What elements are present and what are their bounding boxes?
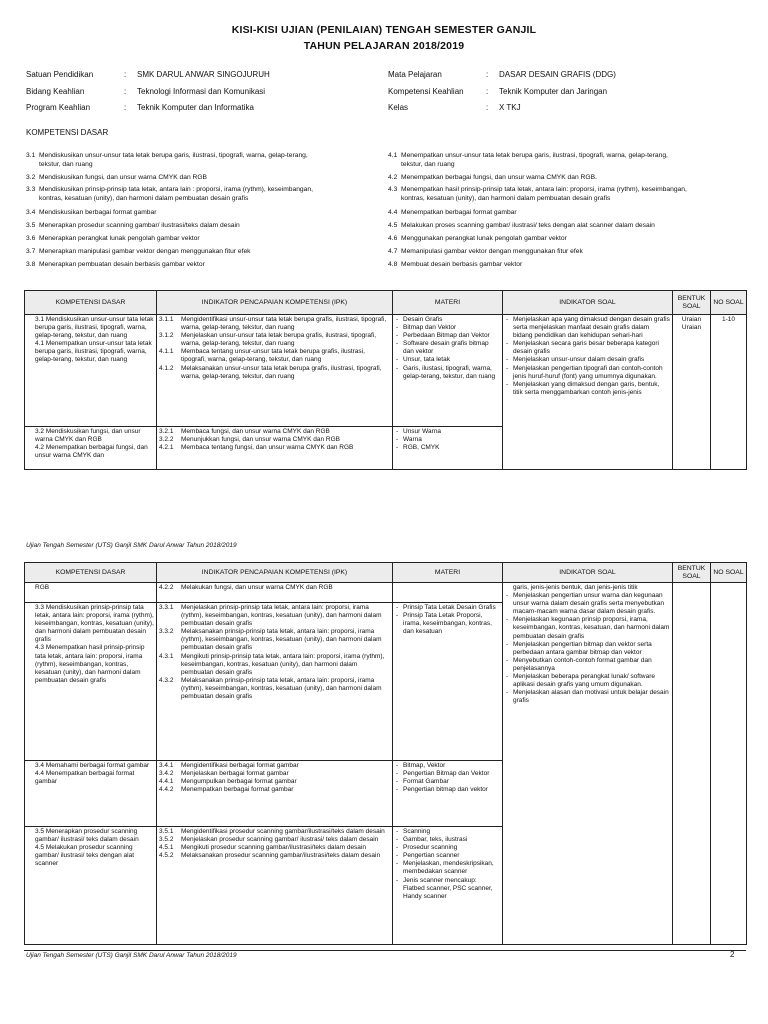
materi-item: - Pengertian Bitmap dan Vektor — [395, 770, 500, 778]
kd-cell — [25, 761, 157, 827]
header-indikator-soal: INDIKATOR SOAL — [503, 291, 673, 315]
kd-entry: 4.3 Menempatkan hasil prinsip-prinsip tata letak, antara lain: proporsi, irama (rythm), keseimbangan, kontras, kesatuan (unity), dan harmoni dalam pembuatan desain grafis — [35, 644, 145, 684]
ipk-entry: 3.5.1 Mengidentifikasi prosedur scanning gambar/ilustrasi/teks dalam desain — [159, 828, 385, 835]
bentuk-soal-value: Uraian — [681, 316, 702, 323]
materi-item: - Pengertian scanner — [395, 852, 500, 860]
no-soal-cell — [711, 315, 747, 470]
meta-value: X TKJ — [499, 103, 521, 112]
indikator-item: - Menjelaskan unsur-unsur dalam desain grafis — [505, 356, 670, 364]
kd-entry: 3.1 Mendiskusikan unsur-unsur tata letak berupa garis, ilustrasi, tipografi, warna, gelap-terang, tekstur, dan ruang — [35, 316, 154, 340]
meta-label: Kompetensi Keahlian — [388, 87, 464, 96]
ipk-entry: 3.4.1 Mengidentifikasi berbagai format gambar — [159, 762, 299, 769]
ipk-entry: 4.4.2 Menempatkan berbagai format gambar — [159, 786, 294, 794]
ipk-cell — [157, 583, 393, 603]
ipk-entry: 4.5.1 Mengikuti prosedur scanning gambar/ilustrasi/teks dalam desain — [159, 844, 366, 852]
kisi-table-1 — [24, 290, 747, 470]
materi-item: - Jenis scanner mencakup: Flatbed scanner, PSC scanner, Handy scanner — [395, 877, 500, 901]
ipk-entry: 3.2.1 Membaca fungsi, dan unsur warna CMYK dan RGB — [159, 428, 330, 435]
kd-entry: 4.2 Menempatkan berbagai fungsi, dan unsur warna CMYK dan — [35, 444, 148, 460]
ipk-cell — [157, 827, 393, 945]
materi-item: - Menjelaskan, mendeskripsikan, membedakan scanner — [395, 860, 500, 876]
materi-item: - Bitmap, Vektor — [395, 762, 500, 770]
doc-title-line2: TAHUN PELAJARAN 2018/2019 — [303, 40, 465, 52]
meta-label: Bidang Keahlian — [26, 87, 85, 96]
indikator-soal-cell — [503, 315, 673, 470]
indikator-item: - Menjelaskan yang dimaksud dengan garis, bentuk, titik serta menggambarkan contoh jenis-jenis — [505, 381, 670, 397]
meta-label: Mata Pelajaran — [388, 70, 442, 79]
meta-colon: : — [486, 103, 489, 112]
header-kd: KOMPETENSI DASAR — [25, 291, 157, 315]
materi-item: - Prinsip Tata Letak Proporsi, irama, keseimbangan, kontras, dan kesatuan — [395, 612, 500, 636]
page-number: 2 — [730, 950, 735, 959]
materi-item: - Software desain grafis bitmap dan vektor — [395, 340, 500, 356]
ipk-entry: 3.3.2 Melaksanakan prinsip-prinsip tata letak, antara lain: proporsi, irama (rythm), keseimbangan, kontras, kesatuan (unity), dan harmoni dalam pembuatan desain grafis — [159, 628, 382, 652]
materi-item: - Unsur Warna — [395, 428, 500, 436]
materi-cell — [393, 315, 503, 427]
meta-value: Teknik Komputer dan Jaringan — [499, 87, 608, 96]
ipk-entry: 3.1.2 Menjelaskan unsur-unsur tata letak berupa grafis, ilustrasi, tipografi, warna, gelap-terang, tekstur, dan ruang — [159, 332, 377, 348]
header-no-soal: NO SOAL — [711, 291, 747, 315]
ipk-entry: 3.1.1 Mengidentifikasi unsur-unsur tata letak berupa grafis, ilustrasi, tipografi, warna, gelap-terang, tekstur, dan ruang — [159, 316, 387, 332]
meta-colon: : — [486, 87, 489, 96]
materi-item: - Perbedaan Bitmap dan Vektor — [395, 332, 500, 340]
ipk-cell — [157, 427, 393, 470]
indikator-item: - Menjelaskan pengertian tipografi dan contoh-contoh jenis huruf-huruf (font) yang umumnya digunakan. — [505, 365, 670, 381]
ipk-entry: 4.2.2 Melakukan fungsi, dan unsur warna CMYK dan RGB — [159, 584, 333, 591]
header-ipk: INDIKATOR PENCAPAIAN KOMPETENSI (IPK) — [157, 563, 393, 583]
kd-heading: KOMPETENSI DASAR — [26, 128, 109, 137]
bentuk-soal-cell — [673, 583, 711, 945]
materi-cell — [393, 761, 503, 827]
materi-item: - Warna — [395, 436, 500, 444]
indikator-soal-cell — [503, 583, 673, 945]
materi-item: - Garis, ilustasi, tipografi, warna, gelap-terang, tekstur, dan ruang — [395, 365, 500, 381]
footer-divider — [24, 950, 746, 951]
indikator-item-cont: garis, jenis-jenis bentuk, dan jenis-jenis titik — [513, 584, 638, 591]
materi-cell — [393, 583, 503, 603]
kd-entry: 4.5 Melakukan prosedur scanning gambar/ ilustrasi/ teks dengan alat scanner — [35, 844, 134, 868]
kd-cell — [25, 583, 157, 603]
no-soal-value: 1-10 — [721, 316, 735, 323]
header-materi: MATERI — [393, 291, 503, 315]
header-kd: KOMPETENSI DASAR — [25, 563, 157, 583]
kd-entry: 3.2 Mendiskusikan fungsi, dan unsur warna CMYK dan RGB — [35, 428, 141, 444]
header-bentuk-soal: BENTUK SOAL — [673, 291, 711, 315]
ipk-entry: 3.2.2 Menunjukkan fungsi, dan unsur warna CMYK dan RGB — [159, 436, 340, 444]
ipk-entry: 4.1.2 Melaksanakan unsur-unsur tata letak berupa grafis, ilustrasi, tipografi, warna, gelap-terang, tekstur, dan ruang — [159, 364, 382, 380]
ipk-entry: 4.3.2 Melaksanakan prinsip-prinsip tata letak, antara lain: proporsi, irama (rythm), keseimbangan, kontras, kesatuan (unity), dan harmoni dalam pembuatan desain grafis — [159, 676, 382, 701]
ipk-cell — [157, 315, 393, 427]
ipk-entry: 4.3.1 Mengikuti prinsip-prinsip tata letak, antara lain: proporsi, irama (rythm), keseimbangan, kontras, kesatuan (unity), dan harmoni dalam pembuatan desain grafis — [159, 652, 385, 676]
materi-item: - Unsur, tata letak — [395, 356, 500, 364]
indikator-item: - Menyebutkan contoh-contoh format gambar dan penjelasannya — [505, 657, 670, 673]
header-indikator-soal: INDIKATOR SOAL — [503, 563, 673, 583]
bentuk-soal-cell — [673, 315, 711, 470]
meta-value: SMK DARUL ANWAR SINGOJURUH — [137, 70, 270, 79]
kd-entry: RGB — [35, 584, 50, 591]
materi-item: - Prinsip Tata Letak Desain Grafis — [395, 604, 500, 612]
indikator-item: - Menjelaskan beberapa perangkat lunak/ software aplikasi desain grafis yang umum digunakan. — [505, 673, 670, 689]
kd-cell — [25, 315, 157, 427]
doc-title-line1: KISI-KISI UJIAN (PENILAIAN) TENGAH SEMESTER GANJIL — [231, 24, 537, 36]
indikator-item: - Menjelaskan pengertian unsur warna dan kegunaan unsur warna dalam desain grafis serta menyebutkan macam-macam warna dasar dalam desain grafis. — [505, 592, 670, 616]
kd-cell — [25, 603, 157, 761]
materi-item: - RGB, CMYK — [395, 444, 500, 452]
no-soal-cell — [711, 583, 747, 945]
meta-block — [0, 0, 768, 120]
materi-cell — [393, 603, 503, 761]
meta-colon: : — [124, 87, 127, 96]
ipk-entry: 4.4.1 Mengumpulkan berbagai format gambar — [159, 778, 297, 786]
materi-item: - Bitmap dan Vektor — [395, 324, 500, 332]
kisi-table-2 — [24, 562, 747, 945]
indikator-item: - Menjelaskan pengertian bitmap dan vektor serta perbedaan antara gambar bitmap dan vektor — [505, 641, 670, 657]
meta-label: Program Keahlian — [26, 103, 91, 112]
kd-entry: 4.1 Menempatkan unsur-unsur tata letak berupa garis, ilustrasi, tipografi, warna, gelap-terang, tekstur, dan ruang — [35, 340, 152, 364]
kd-entry: 3.4 Memahami berbagai format gambar — [35, 762, 150, 769]
kd-entry: 3.3 Mendiskusikan prinsip-prinsip tata letak, antara lain: proporsi, irama (rythm), keseimbangan, kontras, kesatuan (unity), dan harmoni dalam pembuatan desain grafis — [35, 604, 154, 644]
materi-item: - Pengertian bitmap dan vektor — [395, 786, 500, 794]
kd-list-right: 4.1 Menempatkan unsur-unsur tata letak berupa garis, ilustrasi, tipografi, warna, gelap-terang, tekstur, dan ruang 4.2 Menempatkan berbagai fungsi, dan unsur warna CMYK dan RGB. 4.3 Menempatkan hasil prinsip-prinsip tata letak, antara lain: proporsi, irama (rythm), keseimbangan, kontras, kesatuan (unity), dan harmoni dalam pembuatan desain grafis 4.4 Menempatkan berbagai format gambar 4.5 Melakukan proses scanning gambar/ ilustrasi/ teks dengan alat scanner dalam desain 4.6 Menggunakan perangkat lunak pengolah gambar vektor 4.7 Memanipulasi gambar vektor dengan menggunakan fitur efek 4.8 Membuat desain berbasis gambar vektor — [388, 152, 687, 268]
meta-colon: : — [124, 103, 127, 112]
header-ipk: INDIKATOR PENCAPAIAN KOMPETENSI (IPK) — [157, 291, 393, 315]
ipk-entry: 4.5.2 Melaksanakan prosedur scanning gambar/ilustrasi/teks dalam desain — [159, 852, 381, 860]
meta-colon: : — [486, 70, 489, 79]
materi-cell — [393, 827, 503, 945]
materi-cell — [393, 427, 503, 470]
ipk-cell — [157, 603, 393, 761]
materi-item: - Gambar, teks, ilustrasi — [395, 836, 500, 844]
kd-cell — [25, 827, 157, 945]
bentuk-soal-value: Uraian — [681, 324, 702, 332]
materi-item: - Prosedur scanning — [395, 844, 500, 852]
materi-item: - Desain Grafis — [395, 316, 500, 324]
meta-colon: : — [124, 70, 127, 79]
ipk-entry: 3.4.2 Menjelaskan berbagai format gambar — [159, 770, 289, 778]
kd-cell — [25, 427, 157, 470]
header-no-soal: NO SOAL — [711, 563, 747, 583]
kd-entry: 3.5 Menerapkan prosedur scanning gambar/ ilustrasi/ teks dalam desain — [35, 828, 139, 844]
page-footer: Ujian Tengah Semester (UTS) Ganjil SMK Darul Anwar Tahun 2018/2019 — [26, 952, 237, 959]
materi-item: - Scanning — [395, 828, 500, 836]
kd-list-left: 3.1 Mendiskusikan unsur-unsur tata letak berupa garis, ilustrasi, tipografi, warna, gelap-terang, tekstur, dan ruang 3.2 Mendiskusikan fungsi, dan unsur warna CMYK dan RGB 3.3 Mendiskusikan prinsip-prinsip tata letak, antara lain : proporsi, irama (rythm), keseimbangan, kontras, kesatuan (unity), dan harmoni dalam pembuatan desain grafis 3.4 Mendiskusikan berbagai format gambar 3.5 Menerapkan prosedur scanning gambar/ ilustrasi/teks dalam desain 3.6 Menerapkan perangkat lunak pengolah gambar vektor 3.7 Menerapkan manipulasi gambar vektor dengan menggunakan fitur efek 3.8 Menerapkan pembuatan desain berbasis gambar vektor — [26, 152, 313, 268]
ipk-entry: 4.2.1 Membaca tentang fungsi, dan unsur warna CMYK dan RGB — [159, 444, 354, 452]
ipk-entry: 4.1.1 Membaca tentang unsur-unsur tata letak berupa grafis, ilustrasi, tipografi, warna, gelap-terang, tekstur, dan ruang — [159, 348, 365, 364]
meta-value: Teknik Komputer dan Informatika — [137, 103, 254, 112]
materi-item: - Format Gambar — [395, 778, 500, 786]
kd-entry: 4.4 Menempatkan berbagai format gambar — [35, 770, 135, 786]
ipk-entry: 3.5.2 Menjelaskan prosedur scanning gambar/ ilustrasi/ teks dalam desain — [159, 836, 379, 844]
header-materi: MATERI — [393, 563, 503, 583]
header-bentuk-soal: BENTUK SOAL — [673, 563, 711, 583]
indikator-item: - Menjelaskan alasan dan motivasi untuk belajar desain grafis — [505, 689, 670, 705]
indikator-item: - Menjelaskan secara garis besar beberapa kategori desain grafis — [505, 340, 670, 356]
indikator-item: - Menjelaskan apa yang dimaksud dengan desain grafis serta menjelaskan manfaat desain grafis dalam bidang pendidikan dan kehidupan sehari-hari — [505, 316, 670, 340]
meta-label: Kelas — [388, 103, 409, 112]
meta-value: Teknologi Informasi dan Komunikasi — [137, 87, 266, 96]
indikator-item: - Menjelaskan kegunaan prinsip proporsi, irama, keseimbangan, kontras, kesatuan, dan harmoni dalam pembuatan desain grafis — [505, 616, 670, 640]
meta-label: Satuan Pendidikan — [26, 70, 94, 79]
ipk-cell — [157, 761, 393, 827]
page-footer: Ujian Tengah Semester (UTS) Ganjil SMK Darul Anwar Tahun 2018/2019 — [26, 542, 237, 549]
meta-value: DASAR DESAIN GRAFIS (DDG) — [499, 70, 616, 79]
ipk-entry: 3.3.1 Menjelaskan prinsip-prinsip tata letak, antara lain: proporsi, irama (rythm), keseimbangan, kontras, kesatuan (unity), dan harmoni dalam pembuatan desain grafis — [159, 604, 382, 628]
